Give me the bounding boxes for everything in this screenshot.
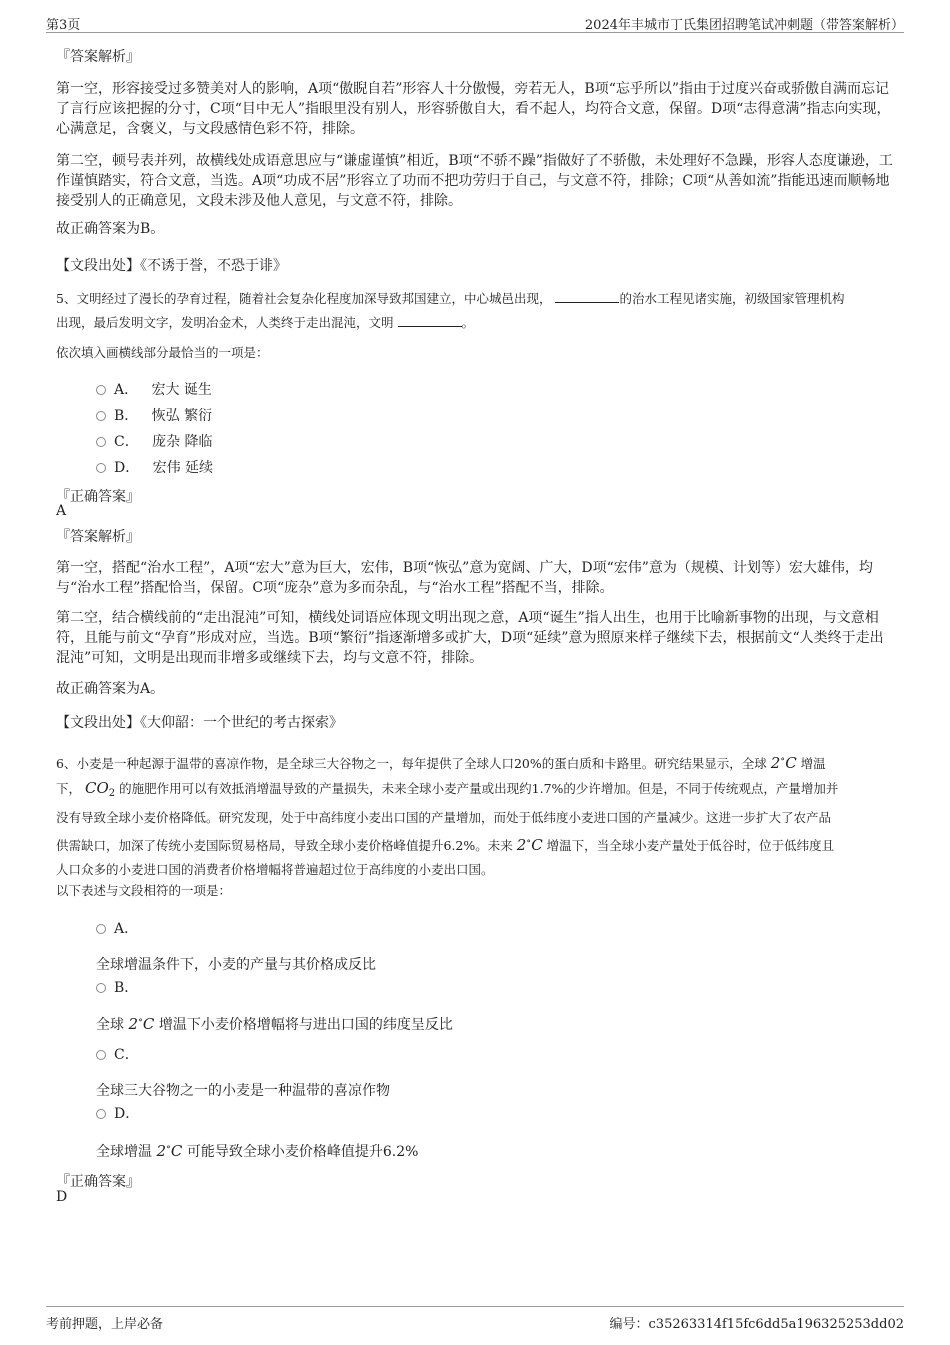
q5-correct-label: 『正确答案』 — [56, 489, 140, 505]
q5-analysis-p2: 第二空，结合横线前的“走出混沌”可知，横线处词语应体现文明出现之意，A项“诞生”指人出生，也用于比喻新事物的出现，与文意相符，且能与前文“孕育”形成对应，当选。B项“繁衍”指逐渐增多或扩大，D项“延续”意为照原来样子继续下去，根据前文“人类终于走出混沌”可知，文明是出现而非增多或继续下去，均与文意不符，排除。 — [56, 610, 884, 666]
math-2-degrees-c: 2∘C — [770, 754, 797, 772]
math-2-degrees-c: 2∘C — [516, 836, 543, 854]
q6-option-b-text: 全球 2∘C 增温下小麦价格增幅将与进出口国的纬度呈反比 — [96, 1015, 453, 1033]
q5-prompt: 依次填入画横线部分最恰当的一项是： — [56, 345, 269, 360]
radio-icon[interactable] — [96, 411, 106, 421]
q6-correct-label: 『正确答案』 — [56, 1174, 140, 1190]
radio-icon[interactable] — [96, 1109, 106, 1119]
q6-option-a[interactable]: A． — [96, 918, 138, 938]
q5-analysis-p1: 第一空，搭配“治水工程”，A项“宏大”意为巨大，宏伟，B项“恢弘”意为宽阔、广大，D项“宏伟”意为（规模、计划等）宏大雄伟，均与“治水工程”搭配恰当，保留。C项“庞杂”意为多而杂乱，与“治水工程”搭配不当，排除。 — [56, 560, 873, 596]
radio-icon[interactable] — [96, 1050, 106, 1060]
footer-slogan: 考前押题，上岸必备 — [46, 1317, 164, 1332]
math-co2: $CO_2$ — [85, 779, 116, 799]
q4-source: 【文段出处】《不诱于誉，不恐于诽》 — [56, 258, 287, 274]
radio-icon[interactable] — [96, 437, 106, 447]
q4-analysis-label: 『答案解析』 — [56, 49, 140, 65]
radio-icon[interactable] — [96, 924, 106, 934]
q6-option-d[interactable]: D． — [96, 1103, 139, 1123]
q5-source: 【文段出处】《大仰韶：一个世纪的考古探索》 — [56, 715, 343, 731]
radio-icon[interactable] — [96, 983, 106, 993]
q6-option-d-text: 全球增温 2∘C 可能导致全球小麦价格峰值提升6.2% — [96, 1142, 419, 1160]
q5-option-b[interactable]: B． 恢弘 繁衍 — [96, 405, 212, 425]
q6-prompt: 以下表述与文段相符的一项是： — [56, 883, 232, 898]
q4-conclusion: 故正确答案为B。 — [56, 221, 165, 237]
q5-option-a[interactable]: A． 宏大 诞生 — [96, 379, 212, 399]
q6-option-c[interactable]: C． — [96, 1044, 139, 1064]
q6-option-b[interactable]: B． — [96, 977, 138, 997]
q5-blank-1 — [555, 291, 619, 303]
q6-option-c-text: 全球三大谷物之一的小麦是一种温带的喜凉作物 — [96, 1083, 390, 1099]
q6-option-a-text: 全球增温条件下，小麦的产量与其价格成反比 — [96, 957, 376, 973]
q5-option-c[interactable]: C． 庞杂 降临 — [96, 431, 213, 451]
q5-blank-2 — [398, 315, 462, 327]
document-title: 2024年丰城市丁氏集团招聘笔试冲刺题（带答案解析） — [584, 18, 904, 33]
q5-correct-answer: A — [56, 503, 67, 519]
q4-analysis-p1: 第一空，形容接受过多赞美对人的影响，A项“傲睨自若”形容人十分傲慢，旁若无人，B项“忘乎所以”指由于过度兴奋或骄傲自满而忘记了言行应该把握的分寸，C项“目中无人”指眼里没有别人，形容骄傲自大，看不起人，均符合文意，保留。D项“志得意满”指志向实现，心满意足，含褒义，与文段感情色彩不符，排除。 — [56, 81, 891, 137]
radio-icon[interactable] — [96, 385, 106, 395]
math-2-degrees-c: 2∘C — [128, 1015, 155, 1033]
page-header — [46, 12, 904, 33]
page-number: 第3页 — [46, 18, 81, 33]
page-footer — [46, 1306, 904, 1331]
document-id: 编号：c35263314f15fc6dd5a196325253dd02 — [609, 1317, 904, 1332]
radio-icon[interactable] — [96, 463, 106, 473]
q5-conclusion: 故正确答案为A。 — [56, 681, 165, 697]
q5-analysis-label: 『答案解析』 — [56, 529, 140, 545]
q5-option-d[interactable]: D． 宏伟 延续 — [96, 457, 213, 477]
q6-correct-answer: D — [56, 1189, 68, 1205]
q5-stem: 5、文明经过了漫长的孕育过程，随着社会复杂化程度加深导致邦国建立，中心城邑出现， 的治水工程见诸实施，初级国家管理机构 出现，最后发明文字，发明冶金术，人类终于走出混沌，文明 。 — [56, 291, 845, 330]
math-2-degrees-c: 2∘C — [156, 1142, 183, 1160]
q4-analysis-p2: 第二空，顿号表并列，故横线处成语意思应与“谦虚谨慎”相近，B项“不骄不躁”指做好了不骄傲，未处理好不急躁，形容人态度谦逊，工作谨慎踏实，符合文意，当选。A项“功成不居”形容立了功而不把功劳归于自己，与文意不符，排除；C项“从善如流”指能迅速而顺畅地接受别人的正确意见，文段未涉及他人意见，与文意不符，排除。 — [56, 153, 893, 209]
q6-stem: 6、小麦是一种起源于温带的喜凉作物，是全球三大谷物之一，每年提供了全球人口20%的蛋白质和卡路里。研究结果显示，全球 2∘C 增温 下， $CO_2$ 的施肥作用可以有效抵消增温导致的产量损失，未来全球小麦产量或出现约1.7%的少许增加。但是，不同于传统观点，产量增加并 没有导致全球小麦价格降低。研究发现，处于中高纬度小麦出口国的产量增加，而处于低纬度小麦进口国的产量减少。这进一步扩大了农产品 供需缺口，加深了传统小麦国际贸易格局，导致全球小麦价格峰值提升6.2%。未来 2∘C 增温下，当全球小麦产量处于低谷时，位于低纬度且 人口众多的小麦进口国的消费者价格增幅将普遍超过位于高纬度的小麦出口国。 — [56, 754, 839, 877]
